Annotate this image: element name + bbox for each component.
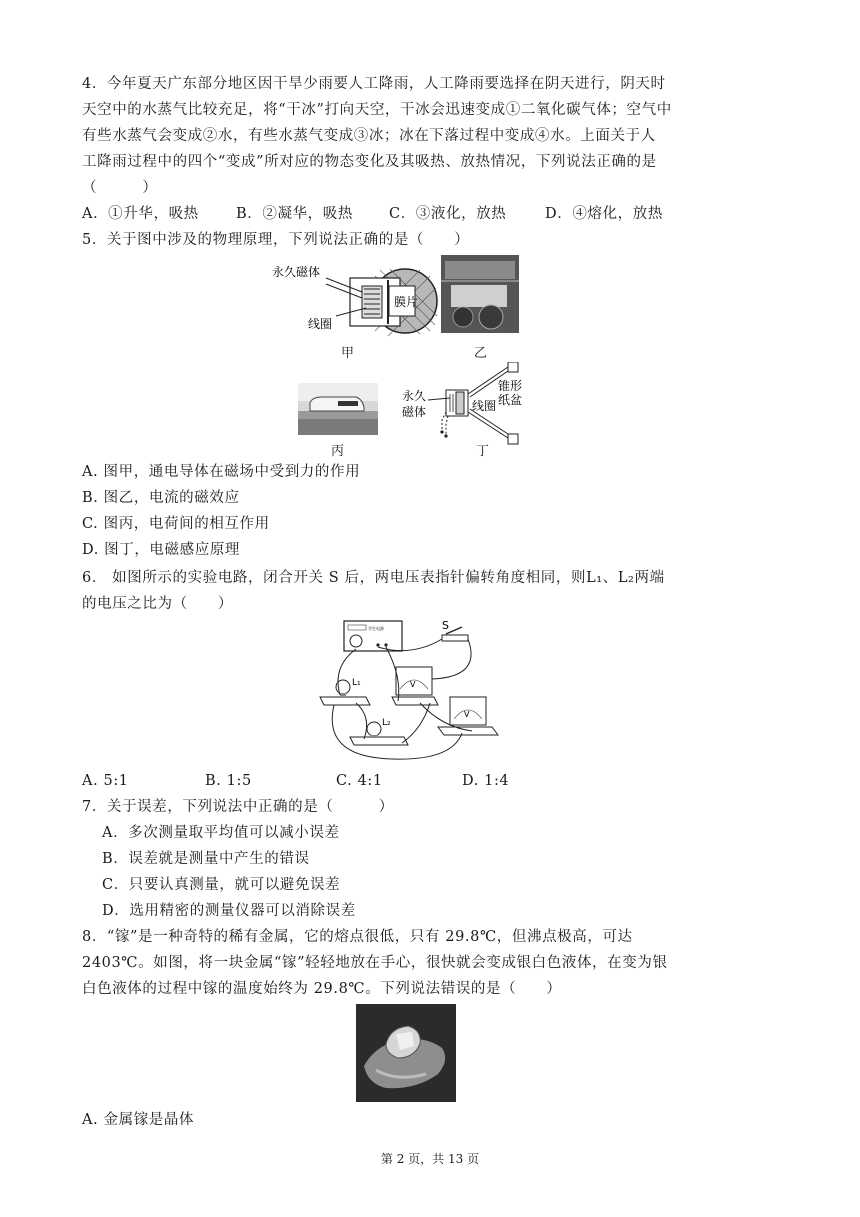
- figure-q6-circuit: [312, 617, 504, 763]
- q4-option-c: C．③液化，放热: [389, 206, 507, 222]
- q4-line-4: 工降雨过程中的四个“变成”所对应的物态变化及其吸热、放热情况，下列说法正确的是: [82, 154, 657, 170]
- figure-q8-gallium-photo: [356, 1004, 456, 1102]
- q6-line-2: 的电压之比为（ ）: [82, 596, 233, 612]
- q6-option-b: B. 1:5: [205, 773, 252, 789]
- figure-yi-photo: [441, 255, 519, 333]
- film-label: 膜片: [394, 295, 419, 309]
- switch-label: S: [442, 619, 449, 632]
- q5-stem: 5．关于图中涉及的物理原理，下列说法正确的是（ ）: [82, 232, 470, 248]
- q4-line-5: （ ）: [82, 180, 158, 196]
- bulb-l2-label: L₂: [382, 718, 391, 728]
- q4-line-1: 4．今年夏天广东部分地区因干旱少雨要人工降雨，人工降雨要选择在阴天进行，阴天时: [82, 76, 666, 92]
- q7-option-c: C．只要认真测量，就可以避免误差: [102, 877, 341, 893]
- q8-option-a: A. 金属镓是晶体: [82, 1112, 195, 1128]
- figure-jia-microphone: [270, 256, 440, 361]
- figure-bing-photo: [298, 383, 378, 435]
- caption-bing: 丙: [331, 444, 345, 459]
- q8-line-1: 8．“镓”是一种奇特的稀有金属，它的熔点很低，只有 29.8℃，但沸点极高，可达: [82, 929, 633, 945]
- bulb-l1-label: L₁: [352, 678, 361, 688]
- figure-ding-speaker: [398, 362, 528, 452]
- q4-option-a: A．①升华，吸热: [82, 206, 199, 222]
- caption-ding: 丁: [476, 444, 490, 459]
- q4-option-d: D．④熔化，放热: [545, 206, 663, 222]
- voltmeter-2-label: V: [464, 710, 470, 719]
- power-source-label: 学生电源: [368, 626, 384, 631]
- caption-yi: 乙: [474, 346, 488, 361]
- q4-line-3: 有些水蒸气会变成②水，有些水蒸气变成③冰；冰在下落过程中变成④水。上面关于人: [82, 128, 656, 144]
- magnet2-label-b: 磁体: [402, 405, 427, 419]
- q5-option-c: C. 图丙，电荷间的相互作用: [82, 516, 270, 532]
- q7-option-a: A．多次测量取平均值可以减小误差: [102, 825, 340, 841]
- q5-option-d: D. 图丁，电磁感应原理: [82, 542, 241, 558]
- coil-label: 线圈: [308, 317, 333, 331]
- q6-option-d: D. 1:4: [462, 773, 510, 789]
- q8-line-3: 白色液体的过程中镓的温度始终为 29.8℃。下列说法错误的是（ ）: [82, 981, 562, 997]
- q6-option-c: C. 4:1: [336, 773, 383, 789]
- q5-option-a: A. 图甲，通电导体在磁场中受到力的作用: [82, 464, 361, 480]
- q4-option-b: B．②凝华，吸热: [236, 206, 353, 222]
- voltmeter-1-label: V: [410, 680, 416, 689]
- magnet2-label-a: 永久: [402, 389, 427, 403]
- magnet-label: 永久磁体: [272, 265, 321, 279]
- q7-option-b: B．误差就是测量中产生的错误: [102, 851, 310, 867]
- q5-option-b: B. 图乙，电流的磁效应: [82, 490, 240, 506]
- q4-line-2: 天空中的水蒸气比较充足，将“干冰”打向天空，干冰会迅速变成①二氧化碳气体；空气中: [82, 102, 672, 118]
- caption-jia: 甲: [341, 346, 355, 361]
- coil2-label: 线圈: [472, 399, 497, 413]
- cone-label-b: 纸盆: [498, 393, 523, 407]
- q6-line-1: 6． 如图所示的实验电路，闭合开关 S 后，两电压表指针偏转角度相同，则L₁、L₂两端: [82, 570, 665, 586]
- q6-option-a: A. 5:1: [82, 773, 129, 789]
- q7-stem: 7．关于误差，下列说法中正确的是（ ）: [82, 799, 394, 815]
- q8-line-2: 2403℃。如图，将一块金属“镓”轻轻地放在手心，很快就会变成银白色液体，在变为银: [82, 955, 668, 971]
- page-footer: 第 2 页，共 13 页: [380, 1152, 480, 1166]
- cone-label-a: 锥形: [498, 379, 523, 393]
- q7-option-d: D．选用精密的测量仪器可以消除误差: [102, 903, 356, 919]
